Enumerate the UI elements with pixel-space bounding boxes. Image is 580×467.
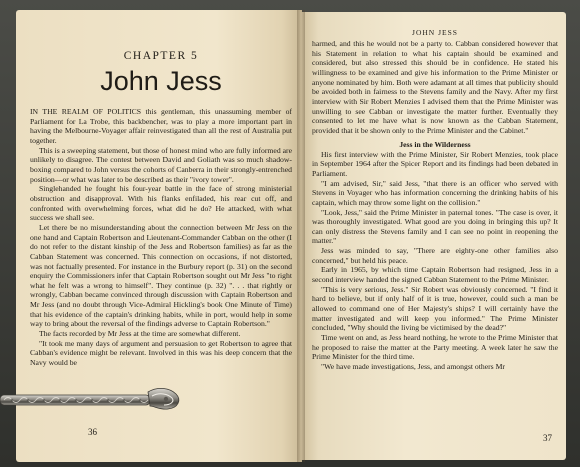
chapter-label: CHAPTER 5	[123, 50, 199, 62]
paragraph: "I am advised, Sir," said Jess, "that there is an officer who served with Stevens in Voyager who has information concerning the drinking habits of his captain, which may throw some light on the collision."	[312, 178, 558, 207]
book-gutter	[297, 10, 305, 462]
paragraph: harmed, and this he would not be a party to. Cabban considered however that his Statement in relation to what his captain should be examined and considered, but also stressed this should be in confidence. He stated his willingness to be examined and give his information to the Prime Minister or anyone nominated by him. Both were adamant at all times that publicity should be avoided both in fairness to the Stevens family and the Navy. After my first interview with Sir Robert Menzies I advised them that the Prime Minister was unwilling to see Cabban or investigate the matter further. Eventually they consented to let me have what is now known as the Cabban Statement, provided that it be shown only to the Prime Minister and the Cabinet."	[312, 39, 558, 135]
paragraph: "It took me many days of argument and persuasion to get Robertson to agree that Cabban's evidence might be relevant. Involved in this was his deep concern that the Navy would be	[30, 338, 292, 368]
left-page-text-column	[30, 50, 292, 368]
page-number-left: 36	[88, 427, 97, 437]
chapter-title: John Jess	[100, 66, 222, 96]
paragraph: The facts recorded by Mr Jess at the time are somewhat different.	[39, 329, 241, 339]
paragraph: This is a sweeping statement, but those of honest mind who are fully informed are unlikely to disagree. The contest between David and Goliath was so much shadow-boxing compared to John versus the cohorts of Canberra in their strongly-entrenched position—or what was later to be described as their "ivory tower".	[30, 145, 292, 184]
paragraph: Time went on and, as Jess heard nothing, he wrote to the Prime Minister that he proposed to raise the matter at the Party meeting. A week later he saw the Prime Minister for the third time.	[312, 333, 558, 362]
paragraph: "This is very serious, Jess." Sir Robert was obviously concerned. "I find it hard to believe, but if only half of it is true, however, could such a man be allowed to command one of Her Majesty's ships? I will certainly have the matter investigated and will keep you informed." The Prime Minister concluded, "Why should the living be victimised by the dead?"	[312, 284, 558, 333]
page-number-right: 37	[543, 433, 552, 443]
paragraph: Jess was minded to say, "There are eighty-one other families also concerned," but held his peace.	[312, 246, 558, 265]
paragraph: His first interview with the Prime Minister, Sir Robert Menzies, took place in September 1964 after the Spicer Report and its findings had been debated in Parliament.	[312, 149, 558, 178]
paragraph: IN THE REALM OF POLITICS this gentleman, this unassuming member of Parliament for La Trobe, this backbencher, was to play a more important part in having the Melbourne-Voyager affair reinvestigated than all the rest of Australia put together.	[30, 107, 292, 145]
ornate-metal-bookmark-icon	[0, 384, 185, 414]
section-subhead: Jess in the Wilderness	[399, 139, 471, 149]
paragraph: Let there be no misunderstanding about the connection between Mr Jess on the one hand and Captain Robertson and Lieutenant-Commander Cabban on the other (I do not refer to the distant kinship of the Jess and Robertson families) as far as the Cabban Statement was concerned. This connection on occasions, if not distorted, was not factually presented. For instance in the Burbury report (p. 31) on the second enquiry the Commissioners infer that Captain Robertson sought out Mr Jess "to right what he felt was a wrong to himself". They continue (p. 32) ". . . that rightly or wrongly, Cabban became convinced through discussion with Captain Robertson and Mr Jess (and no doubt through Vice-Admiral Hickling's book One Minute of Time) that his evidence of the captain's drinking habits, while in port, would help in some way to bring about the reversal of the findings adverse to Captain Robertson."	[30, 222, 292, 329]
right-page-text-column	[312, 28, 558, 372]
paragraph: "We have made investigations, Jess, and amongst others Mr	[321, 362, 505, 371]
running-head: JOHN JESS	[412, 28, 458, 37]
paragraph: Singlehanded he fought his four-year battle in the face of strong ministerial obstruction and disapproval. With his flanks enfiladed, his rear cut off, and confronted with overwhelming forces, what did he do? He attacked, with what success we shall see.	[30, 184, 292, 223]
right-page	[300, 12, 566, 460]
paragraph: Early in 1965, by which time Captain Robertson had resigned, Jess in a second interview handed the signed Cabban Statement to the Prime Minister.	[312, 265, 558, 285]
paragraph: "Look, Jess," said the Prime Minister in paternal tones. "The case is over, it was thoroughly investigated. What good are you doing in bringing this up? It can only distress the Stevens family and I can see no point in reopening the matter."	[312, 207, 558, 246]
